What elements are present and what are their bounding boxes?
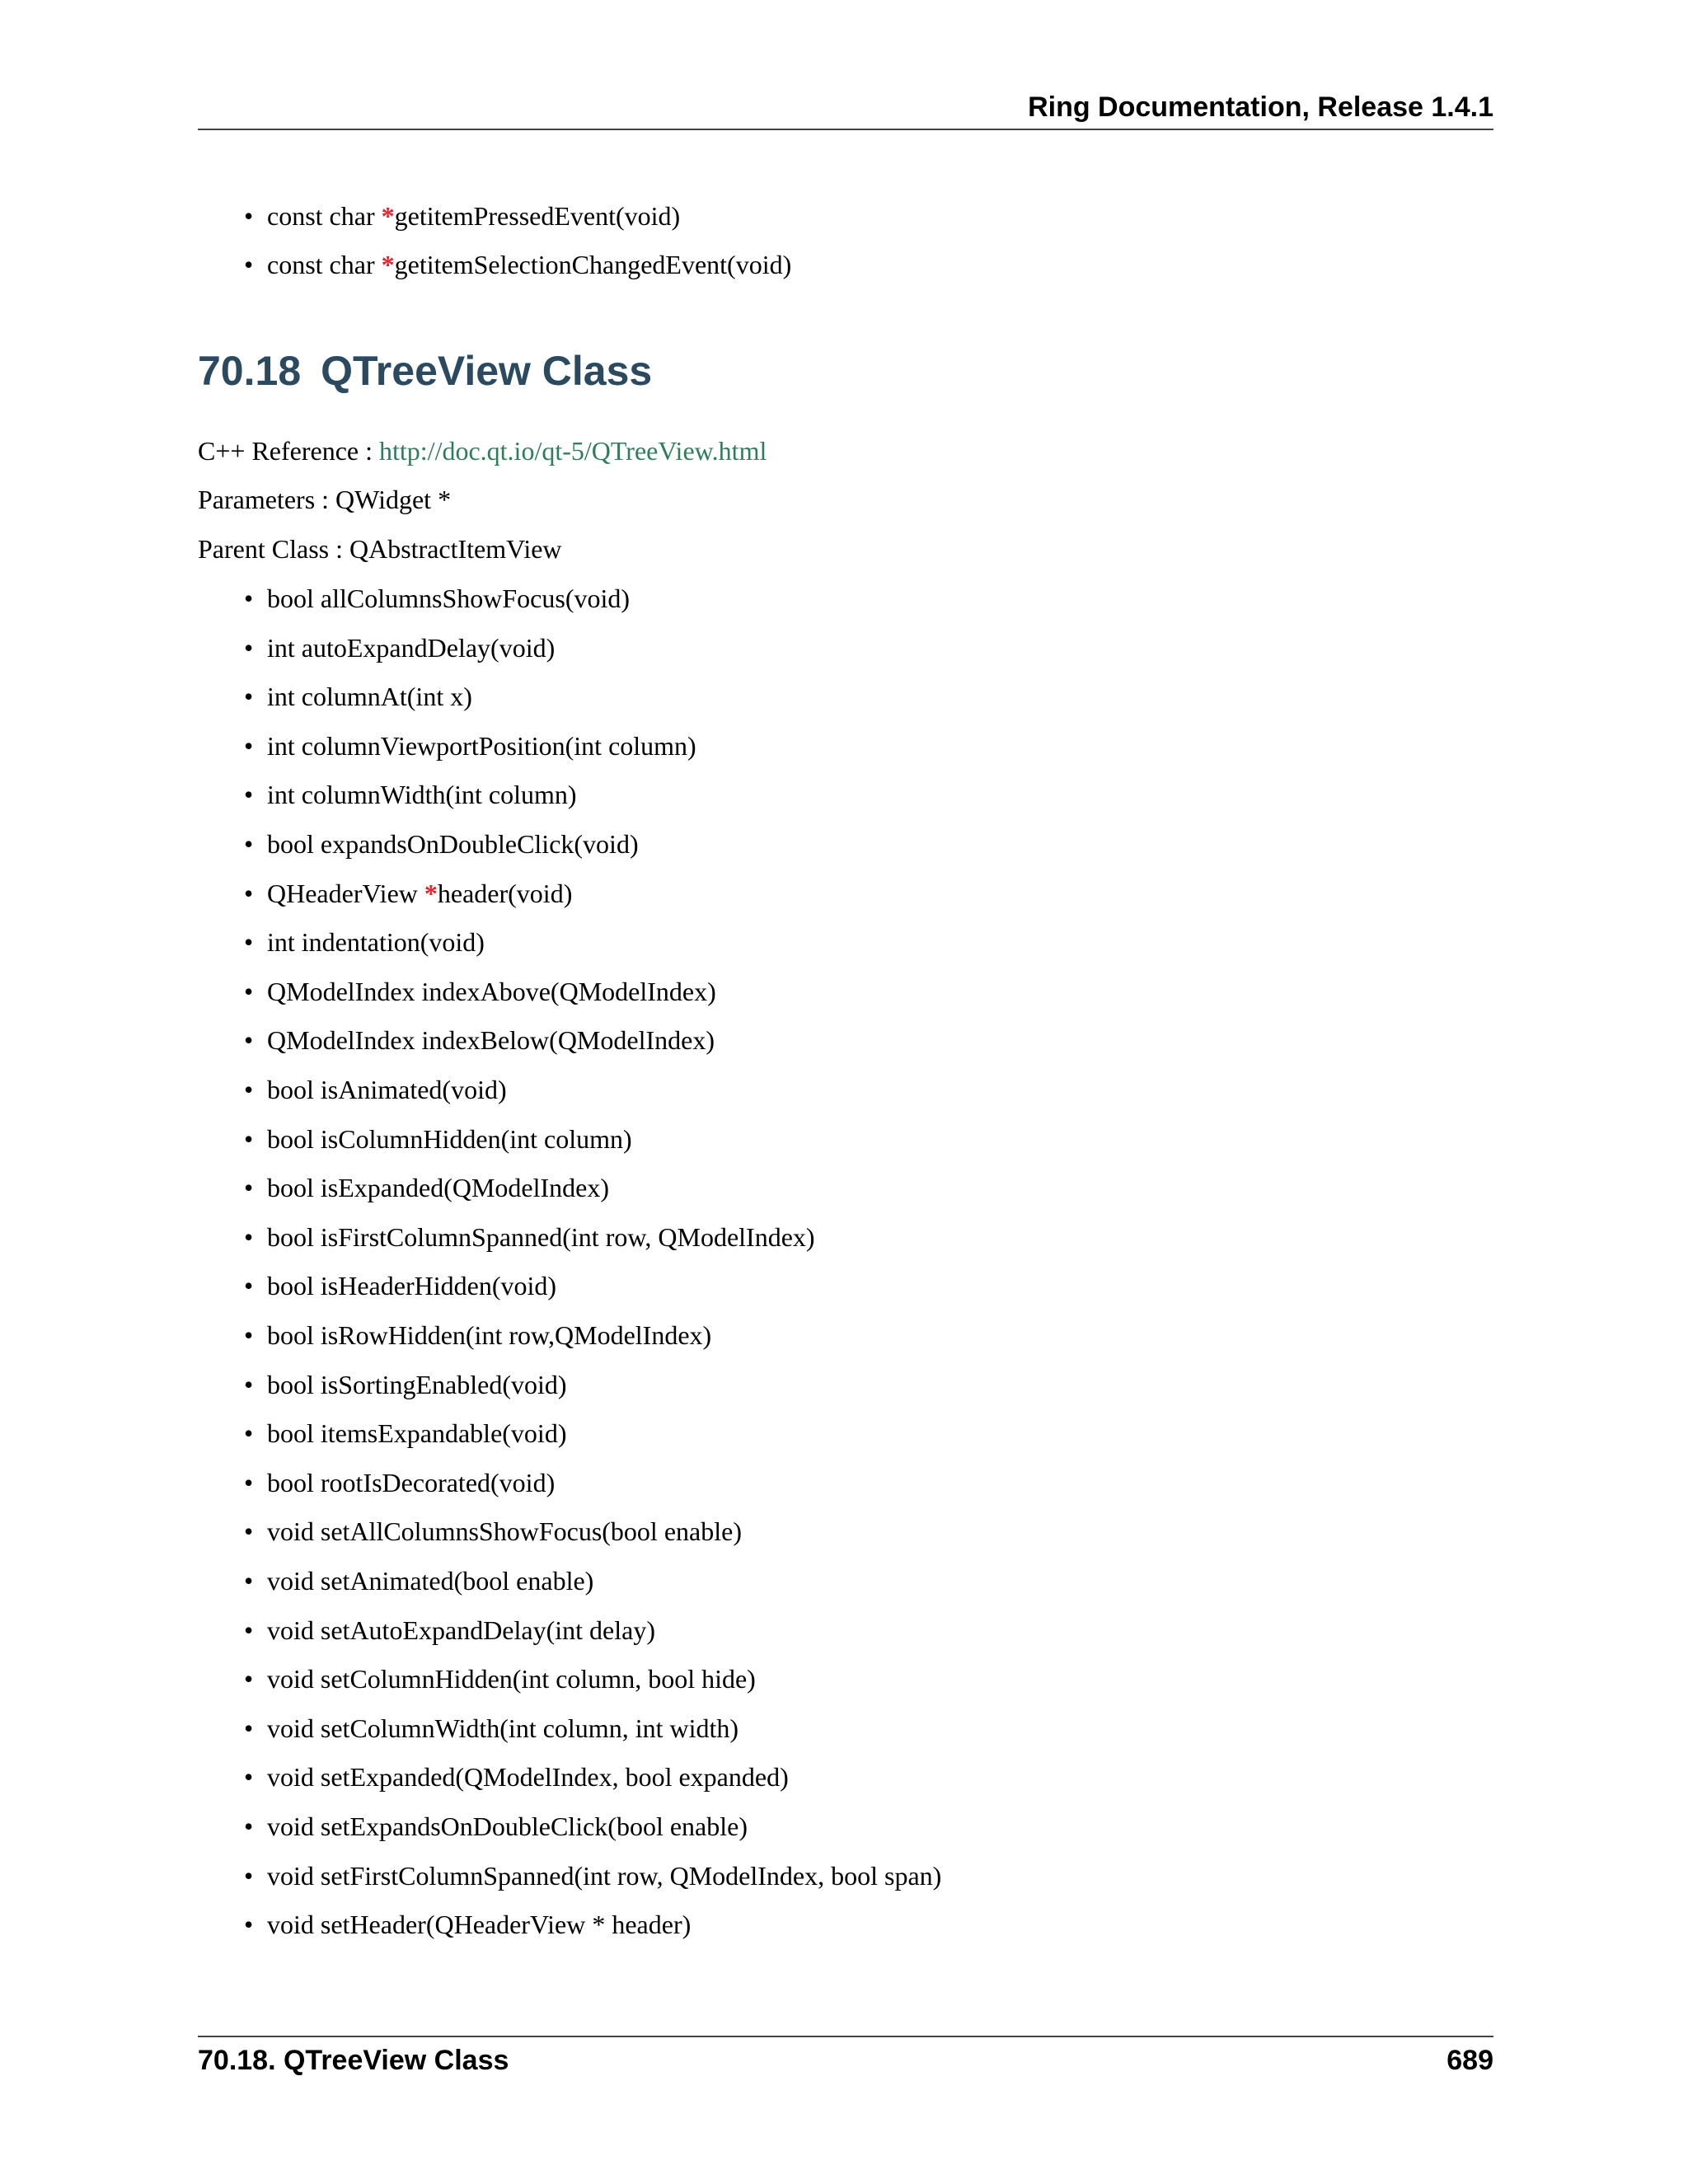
list-item: • bool expandsOnDoubleClick(void): [244, 829, 639, 859]
list-item: • bool allColumnsShowFocus(void): [244, 583, 631, 613]
reference-label: C++ Reference :: [198, 436, 379, 466]
bullet-icon: •: [244, 1713, 254, 1743]
list-item: • int columnViewportPosition(int column): [244, 731, 696, 761]
list-item: • void setColumnHidden(int column, bool hide): [244, 1664, 756, 1694]
list-item: • void setExpanded(QModelIndex, bool expanded): [244, 1762, 789, 1792]
page-number: 689: [1447, 2045, 1493, 2076]
bullet-icon: •: [244, 731, 254, 761]
page-footer: [198, 2036, 1493, 2077]
bullet-icon: •: [244, 780, 254, 809]
list-item: • bool isSortingEnabled(void): [244, 1370, 567, 1399]
pointer-star: *: [424, 879, 438, 908]
bullet-icon: •: [244, 927, 254, 957]
list-item: • bool isHeaderHidden(void): [244, 1271, 557, 1301]
list-item: • void setAllColumnsShowFocus(bool enable): [244, 1516, 742, 1546]
list-item: • bool rootIsDecorated(void): [244, 1468, 556, 1497]
bullet-icon: •: [244, 1861, 254, 1891]
bullet-icon: •: [244, 829, 254, 859]
list-item: • bool isFirstColumnSpanned(int row, QModelIndex): [244, 1222, 815, 1252]
bullet-icon: •: [244, 1664, 254, 1694]
list-item: • QModelIndex indexAbove(QModelIndex): [244, 977, 716, 1006]
list-item: • bool isAnimated(void): [244, 1075, 507, 1104]
bullet-icon: •: [244, 1811, 254, 1841]
list-item: • void setColumnWidth(int column, int width): [244, 1713, 739, 1743]
footer-section-label: 70.18. QTreeView Class: [198, 2045, 509, 2076]
bullet-icon: •: [244, 1173, 254, 1202]
bullet-icon: •: [244, 250, 254, 279]
list-item: • void setFirstColumnSpanned(int row, QModelIndex, bool span): [244, 1861, 942, 1891]
section-heading: [198, 346, 652, 396]
reference-link[interactable]: http://doc.qt.io/qt-5/QTreeView.html: [379, 436, 767, 466]
bullet-icon: •: [244, 201, 254, 231]
bullet-icon: •: [244, 879, 254, 908]
list-item: • QModelIndex indexBelow(QModelIndex): [244, 1025, 715, 1055]
list-item: • bool isColumnHidden(int column): [244, 1124, 632, 1154]
list-item: • int autoExpandDelay(void): [244, 633, 556, 663]
list-item: • void setAnimated(bool enable): [244, 1566, 594, 1596]
list-item: • bool isRowHidden(int row,QModelIndex): [244, 1320, 712, 1350]
bullet-icon: •: [244, 1615, 254, 1645]
section-title: QTreeView Class: [321, 348, 653, 394]
list-item: • const char *getitemPressedEvent(void): [244, 201, 681, 231]
bullet-icon: •: [244, 1271, 254, 1301]
parent-class-line: Parent Class : QAbstractItemView: [198, 534, 562, 564]
bullet-icon: •: [244, 1320, 254, 1350]
bullet-icon: •: [244, 1516, 254, 1546]
document-title: Ring Documentation, Release 1.4.1: [1028, 91, 1493, 123]
bullet-icon: •: [244, 1566, 254, 1596]
pointer-star: *: [381, 201, 395, 231]
bullet-icon: •: [244, 1222, 254, 1252]
bullet-icon: •: [244, 1124, 254, 1154]
parameters-line: Parameters : QWidget *: [198, 485, 452, 514]
bullet-icon: •: [244, 1370, 254, 1399]
bullet-icon: •: [244, 583, 254, 613]
page-header: [198, 91, 1493, 130]
bullet-icon: •: [244, 1468, 254, 1497]
list-item: • void setHeader(QHeaderView * header): [244, 1910, 692, 1939]
bullet-icon: •: [244, 1910, 254, 1939]
bullet-icon: •: [244, 1025, 254, 1055]
pointer-star: *: [381, 250, 395, 279]
bullet-icon: •: [244, 682, 254, 711]
bullet-icon: •: [244, 1418, 254, 1448]
bullet-icon: •: [244, 977, 254, 1006]
list-item: • int indentation(void): [244, 927, 485, 957]
section-number: 70.18: [198, 348, 302, 394]
list-item: • const char *getitemSelectionChangedEvent(void): [244, 250, 792, 279]
list-item: • bool itemsExpandable(void): [244, 1418, 567, 1448]
list-item: • bool isExpanded(QModelIndex): [244, 1173, 610, 1202]
list-item: • void setExpandsOnDoubleClick(bool enable): [244, 1811, 748, 1841]
bullet-icon: •: [244, 633, 254, 663]
list-item: • void setAutoExpandDelay(int delay): [244, 1615, 655, 1645]
list-item: • int columnAt(int x): [244, 682, 472, 711]
reference-line: [198, 434, 767, 467]
list-item: • QHeaderView *header(void): [244, 879, 573, 908]
bullet-icon: •: [244, 1075, 254, 1104]
bullet-icon: •: [244, 1762, 254, 1792]
list-item: • int columnWidth(int column): [244, 780, 577, 809]
